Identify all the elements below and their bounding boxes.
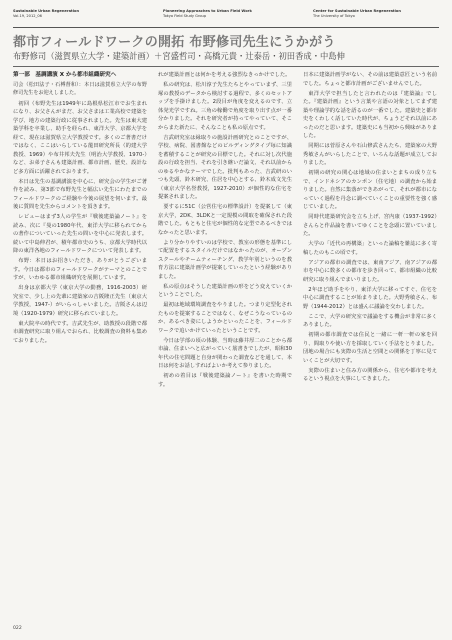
moderator-note: 司会（松田法子・石榑督和）：本日は滋賀県立大学の布野修司先生をお迎えしました。 <box>13 81 147 96</box>
paragraph: 同期には菅原さんや石山修武さんたち、建築家の大野秀敏さんがいらしたことで、いろんな話題が成立しておりました。 <box>303 143 437 166</box>
text-column-1 <box>13 71 147 591</box>
text-column-2 <box>158 71 292 591</box>
paragraph: 吉武研究室は縁取りの施設計画研究とのことですが、学校、病院、図書館などのビルディングタイプ毎に知識を蓄積することが研究の目標でした。それに対し次代施設の行政を担当、それを引き継いだ論文、それ以前からのゆるやかなテーマでした。批判もあった、吉武研のいつも先頭、鈴木研究、住居を中心とする、鈴木成文先生（東京大学名誉教授，1927-2010）が個性的な住宅を提案されました。 <box>158 134 292 200</box>
section-heading: 第一部 基調講演 X から都市組織研究へ <box>13 72 117 78</box>
paragraph: 最初は地域環境調査をやりました。つまり定型化されたものを提案することではなく、なぜこうなっているのか、あるべき姿にしようかといったことを、フィールドワークで追いかけていったということです。 <box>158 302 292 334</box>
paragraph: レビューはまず3人の学生が『戦後建築論ノート』を読み、次に『曼の1980年代、東洋大学に移られてからの著作についていった先生の問いを中心に発表します。続いて中島伸君が、積年都市史のうち、京都大学時代以降の東洋各地のフィールドワークについて発表します。 <box>13 214 147 254</box>
paragraph: アジアの都市の調査では、東南アジア、南アジアの都市を中心に数多くの都市を歩き回って、都市組織の比較研究に取り組んでまいりました。 <box>303 259 437 283</box>
paragraph: れが建築計画とは何かを考える強烈なきっかけでした。 <box>158 72 291 78</box>
header-middle <box>163 9 252 19</box>
title-divider <box>13 66 439 67</box>
paragraph: 私の研究は、松川淳子先生たちとやっていまず、三里塚の教授のデータから検討する過程で、多くのセットアップを手掛けました。2段目が角度を変えるのです、立体発光学ですね。三角の稼働で角度を取り出す点が一番分かりました。それを研究者が持ってやっていて、そこからまた新たに、そんなことも私の原点です。 <box>158 82 292 131</box>
series-title: Pioneering Approaches to Urban Field Work <box>163 9 252 13</box>
paragraph: 実際の住まいと住み方の関係から、住宅や都市を考えるという視点を大事にしてきました。 <box>303 367 437 382</box>
header-left <box>13 9 79 19</box>
center-name: Center for Sustainable Urban Regeneration <box>313 9 401 13</box>
text-column-3 <box>303 71 437 591</box>
paragraph: 日本に建築計画学がない、その前は建築意匠という名前でした。ちょっと都市計画がございませんでした。 <box>303 72 437 87</box>
series-subtitle: Tokyo Field Study Group <box>163 14 207 18</box>
article-title: 都市フィールドワークの開拓 布野修司先生にうかがう <box>13 35 336 50</box>
paragraph: 東洋大学で担当したと言われたのは『建築論』でした。『建築計画』という言葉や言語の対象としてまず建築や理論学的な話を語るのが一番でした。建築史と都市史をくわしく話していた時代が、ちょうどそれ以前にあったのだと思います。建築史にも当初から興味がありました。 <box>303 90 437 139</box>
paragraph: 2年ほど助手をやり、東洋大学に移ってすぐ、住宅を中心に調査することが始まりました。大野秀敏さん、布野（1944-2012）とは盛んに議論を交わしました。 <box>303 286 437 310</box>
paragraph: 出身は京都大学（東京大学の勤務，1916-2003）研究室で、少し上の先輩に建築家の吉阪隆正先生（東京大学教授，1947-）がいらっしゃいました。吉阪さんは辺境（1920-1979）研究に移られていました。 <box>13 285 147 317</box>
paragraph: 今日は学部の頃の体験、当時は藤井厚二のことから都市論、住まいへと広がっていく筋書きでしたが、昭和30年代の住宅問題と自身が関わった調査などを通して、本日は何をお話しすればよいか考えて参りました。 <box>158 337 292 369</box>
paragraph: ここで、大学の研究室で議論をする機会が非常に多くありました。 <box>303 313 437 328</box>
paragraph: 要するに51C（公営住宅の標準設計）を提案して（東京大学，2DK、3LDKと一定規模の間取を確保された段階でした。もともと住宅が個性的な定型であるべきではなかったと思います。 <box>158 204 292 236</box>
university-name: The University of Tokyo <box>313 14 355 18</box>
paragraph: 布野：本日はお招きいただき、ありがとうございます。今日は都市のフィールドワークがテーマとのことですが、いわゆる都市組織研究を展開しています。 <box>13 258 147 281</box>
article-authors: 布野修司（滋賀県立大学・建築計画）＋宮盛哲司・高橋元貴・辻泰岳・初田香成・中島伸 <box>13 51 345 61</box>
paragraph: 初めの着目は『戦後建築論ノート』を書いた時期です。 <box>158 373 292 388</box>
header-right <box>313 9 401 19</box>
paragraph: 東大院卒の時代です。吉武先生が、助教授の段階で都市調査研究に取り組んでおられ、比較調査の資料も集めておりました。 <box>13 320 147 344</box>
paragraph: 同時代建築研究会を立ち上げ、宮内康（1937-1992）さんらと作品論を書いてゆくことを念頭に置いていました。 <box>303 214 437 237</box>
header-divider <box>13 27 439 28</box>
paragraph: 初期の都市調査では住民と一緒に一軒一軒の家を回り、間取りや使い方を採取していく手法をとりました。団地の場合にも実際の生活と空間との関係を丁寧に見ていくことが大切です。 <box>303 332 437 364</box>
paragraph: 初期の研究の関心は地域の住まいとまちの成り立ちで、インドネシアのカンポン（住宅地）の調査から始まりました。自然に集落ができあがって、それが都市になっていく過程を丹念に調べていくことの重要性を強く感じていました。 <box>303 170 437 210</box>
page-number: 022 <box>13 626 22 631</box>
paragraph: 大学の「近代の再構築」といった論稿を雑誌に多く寄稿したのもこの頃です。 <box>303 241 437 256</box>
paragraph: 初回（布野先生は1949年に島根県松江市でお生まれになり、お父さんがまだ、お父さまは工業高校で建築を学び、地方の建築行政に従事されました。先生は東大建築学科を卒業し、助手を経られ、東洋大学、京都大学を経て、現在は滋賀県立大学教授です。多くのご著書だけではなく、ここはいらしている龍田研究所長（的建大学教授、1969）や布井邦夫先生（明治大学教授、1970-）など、お弟子さんも建築計画、都市計画、歴史、設計など多方面に活躍されております。 <box>13 100 147 175</box>
journal-volume: Vol.19, 2012_06 <box>13 14 42 18</box>
journal-title: Sustainable Urban Regeneration <box>13 9 80 13</box>
paragraph: より分かりやすいのは学校で、教室の形態を基準にして配置をするスタイルだけではなかったのが、オープンスクールやチームティーチング、教学年別というのを教育方法に建築計画学が提案していったという経験がありました。 <box>158 239 292 280</box>
paragraph: 私の原点はそうした建築計画の形をどう変えていくかということでした。 <box>158 283 292 298</box>
paragraph: 本日は先生の基調講演を中心に、研究会の学生がご著作を読み、第3部で布野先生と幅広い先生にわたまでのフィールドワークのご経験や今後の展望を伺います。最後に質問を先生からコメントを頂きます。 <box>13 178 147 210</box>
